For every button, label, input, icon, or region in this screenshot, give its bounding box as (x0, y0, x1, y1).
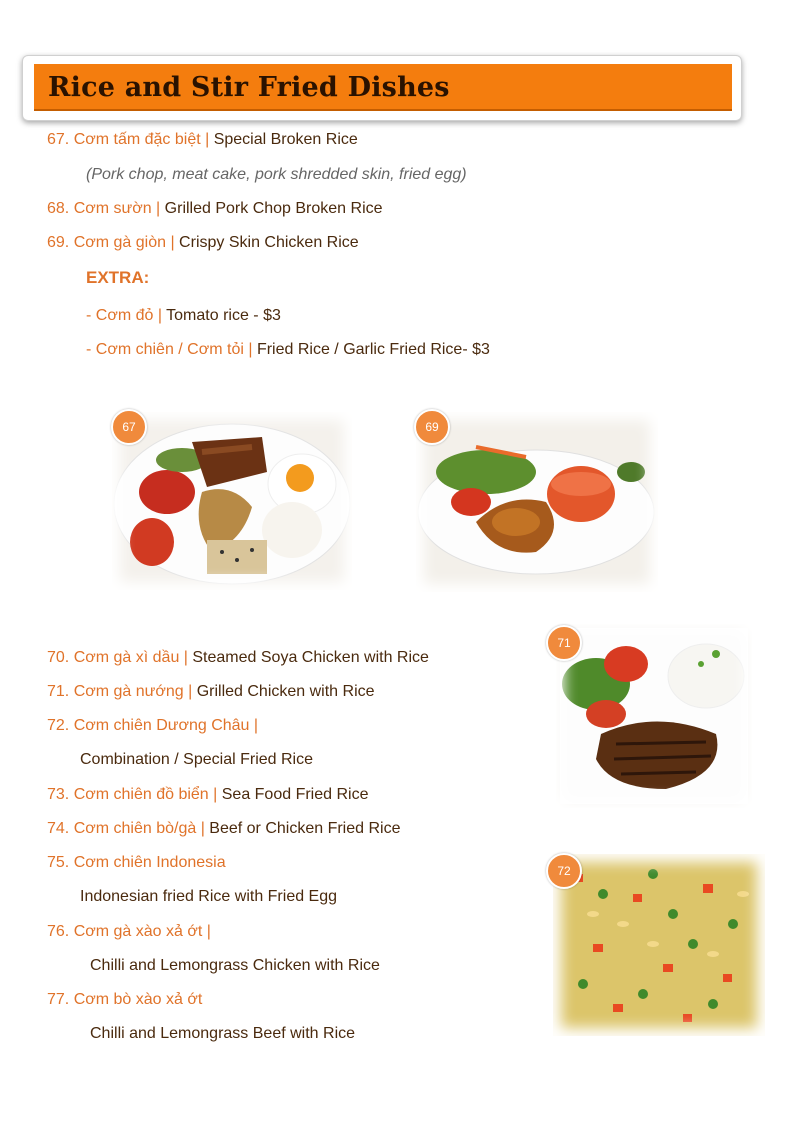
item-en-name: Crispy Skin Chicken Rice (174, 234, 359, 251)
item-vi-name: 69. Cơm gà giòn | (47, 234, 175, 251)
menu-item-74 (47, 819, 400, 839)
fried-rice-closeup-icon (553, 854, 765, 1036)
menu-item-76-vi: 76. Cơm gà xào xả ớt | (47, 923, 211, 940)
menu-item-70 (47, 648, 429, 668)
photo-crispy-chicken (416, 412, 658, 592)
photo-badge-69: 69 (414, 409, 450, 445)
menu-item-71 (47, 682, 375, 702)
broken-rice-plate-icon (112, 412, 352, 590)
item-vi-name: 67. Cơm tấm đặc biệt | (47, 131, 210, 148)
menu-item-68 (47, 199, 383, 219)
item-67-note: (Pork chop, meat cake, pork shredded skin, fried egg) (86, 166, 467, 183)
menu-item-67 (47, 130, 358, 150)
item-vi-name: 70. Cơm gà xì dầu | (47, 649, 188, 666)
photo-badge-72: 72 (546, 853, 582, 889)
menu-item-75-en: Indonesian fried Rice with Fried Egg (80, 888, 338, 905)
item-vi-name: 73. Cơm chiên đồ biển | (47, 786, 218, 803)
menu-item-75-vi: 75. Cơm chiên Indonesia (47, 854, 226, 871)
extra-label: EXTRA: (86, 268, 150, 287)
menu-item-77-vi: 77. Cơm bò xào xả ớt (47, 991, 203, 1008)
item-vi-name: 68. Cơm sườn | (47, 200, 161, 217)
grilled-chicken-plate-icon (556, 624, 752, 808)
item-en-name: Beef or Chicken Fried Rice (204, 820, 401, 837)
photo-broken-rice (112, 412, 352, 590)
photo-grilled-chicken (556, 624, 752, 808)
photo-fried-rice (553, 854, 765, 1036)
item-en-name: Grilled Pork Chop Broken Rice (160, 200, 383, 217)
item-en-name: Grilled Chicken with Rice (192, 683, 375, 700)
photo-badge-71: 71 (546, 625, 582, 661)
menu-item-76-en: Chilli and Lemongrass Chicken with Rice (90, 957, 380, 974)
item-en-name: Sea Food Fried Rice (217, 786, 369, 803)
menu-item-73 (47, 785, 368, 805)
menu-item-72-vi: 72. Cơm chiên Dương Châu | (47, 717, 259, 734)
photo-badge-67: 67 (111, 409, 147, 445)
extra-en-name: Tomato rice - $3 (162, 307, 281, 324)
item-en-name: Steamed Soya Chicken with Rice (187, 649, 429, 666)
menu-item-77-en: Chilli and Lemongrass Beef with Rice (90, 1025, 356, 1042)
menu-item-72-en: Combination / Special Fried Rice (80, 751, 313, 768)
menu-item-69 (47, 233, 359, 253)
extra-option-tomato-rice (86, 306, 281, 326)
extra-vi-name: - Cơm đỏ | (86, 307, 162, 324)
extra-en-name: Fried Rice / Garlic Fried Rice- $3 (252, 341, 490, 358)
item-en-name: Special Broken Rice (209, 131, 358, 148)
item-vi-name: 71. Cơm gà nướng | (47, 683, 193, 700)
extra-option-fried-rice (86, 340, 490, 360)
item-vi-name: 74. Cơm chiên bò/gà | (47, 820, 205, 837)
section-title: Rice and Stir Fried Dishes (48, 72, 450, 103)
crispy-chicken-plate-icon (416, 412, 658, 592)
extra-vi-name: - Cơm chiên / Cơm tỏi | (86, 341, 253, 358)
